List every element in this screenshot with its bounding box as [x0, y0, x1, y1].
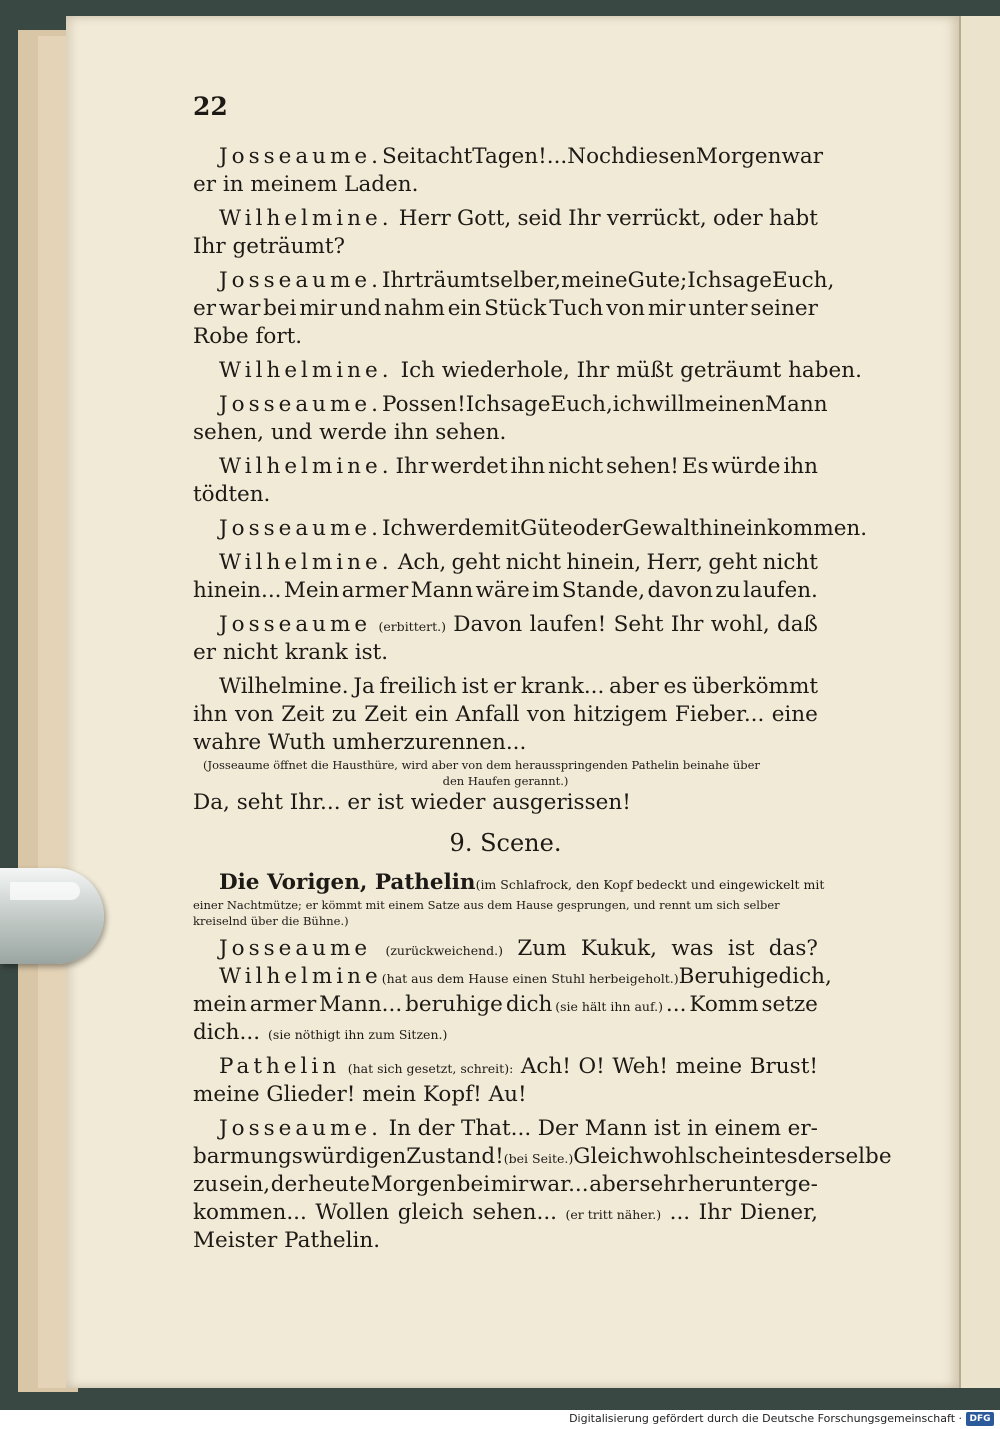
text-line: [193, 143, 823, 171]
word: sehen...: [472, 1200, 558, 1225]
word: Ihr: [381, 268, 415, 293]
word: er: [493, 674, 517, 699]
word: armer: [341, 578, 409, 603]
word: Komm: [689, 992, 759, 1017]
word: Ihr: [698, 1200, 732, 1225]
speaker-name: Josseaume.: [219, 392, 382, 417]
text-line: [193, 1081, 818, 1109]
word: O!: [578, 1054, 605, 1079]
text-line: [193, 1019, 818, 1047]
word: Gleichwohl: [573, 1144, 695, 1169]
word: Ich: [465, 392, 501, 417]
word: ihn: [193, 702, 228, 727]
word: wohl,: [710, 612, 770, 637]
word: Ich wiederhole, Ihr müßt geträumt haben.: [400, 358, 862, 383]
stage-direction: (er tritt näher.): [565, 1207, 662, 1222]
word: Possen!: [381, 392, 466, 417]
word: Brust!: [749, 1054, 818, 1079]
word: verrückt,: [606, 206, 707, 231]
stage-direction: (im Schlafrock, den Kopf bedeckt und eingewickelt mit: [475, 877, 825, 892]
text-line: [193, 391, 828, 419]
word: Mein: [283, 578, 340, 603]
word: dich: [505, 992, 553, 1017]
word: hinein,: [566, 550, 642, 575]
word: oder: [712, 206, 763, 231]
word: von: [234, 702, 274, 727]
word: Meister Pathelin.: [193, 1228, 381, 1253]
word: aber: [609, 674, 659, 699]
word: und: [339, 296, 382, 321]
word: mir: [490, 1172, 529, 1197]
word: ...: [665, 992, 687, 1017]
word: beruhige: [405, 992, 503, 1017]
word: von: [606, 296, 646, 321]
word: zu: [331, 702, 357, 727]
word: Mann: [584, 1116, 648, 1141]
word: habt: [768, 206, 818, 231]
word: eine: [771, 702, 818, 727]
page-number: 22: [193, 92, 228, 121]
page-text: [193, 143, 892, 1255]
speaker-name: Josseaume.: [219, 268, 382, 293]
word: Noch: [567, 144, 625, 169]
word: Ja: [353, 674, 375, 699]
word: kommen.: [766, 516, 868, 541]
text-line: [193, 729, 818, 757]
word: Stück: [484, 296, 547, 321]
stage-direction: (sie hält ihn auf.): [555, 999, 664, 1014]
speaker-name: Wilhelmine.: [219, 206, 393, 231]
word: derselbe: [797, 1144, 892, 1169]
word: ein: [447, 296, 482, 321]
word: war: [781, 144, 823, 169]
stage-direction: kreiselnd über die Bühne.): [193, 914, 349, 928]
speaker-name: Wilhelmine.: [219, 358, 393, 383]
word: seid: [517, 206, 562, 231]
word: Ihr: [670, 612, 704, 637]
word: unter: [688, 296, 748, 321]
word: dich...: [193, 1020, 261, 1045]
word: diesen: [624, 144, 696, 169]
word: ist: [727, 936, 755, 961]
text-line: [193, 549, 818, 577]
stage-direction: (hat aus dem Hause einen Stuhl herbeigeholt.): [381, 971, 679, 986]
word: ist: [653, 1116, 681, 1141]
word: werdet: [431, 454, 508, 479]
word: Zeit: [364, 702, 408, 727]
word: Gewalt: [622, 516, 699, 541]
word: aber: [589, 1172, 639, 1197]
word: ich: [612, 392, 646, 417]
word: ihn: [510, 454, 546, 479]
word: mit: [484, 516, 521, 541]
word: setze: [761, 992, 818, 1017]
word: nicht: [505, 550, 562, 575]
text-line: [193, 789, 818, 817]
word: Ich: [687, 268, 722, 293]
word: Tagen!...: [472, 144, 568, 169]
word: meinen: [684, 392, 766, 417]
speaker-name: Wilhelmine.: [219, 550, 393, 575]
text-line: [193, 991, 818, 1019]
word: Es: [681, 454, 709, 479]
stage-direction: (erbittert.): [378, 619, 446, 634]
word: er nicht krank ist.: [193, 640, 389, 665]
word: Zeit: [281, 702, 325, 727]
stage-direction: (sie nöthigt ihn zum Sitzen.): [268, 1027, 448, 1042]
word: er in meinem Laden.: [193, 172, 419, 197]
word: oder: [572, 516, 623, 541]
word: Mann: [410, 578, 474, 603]
word: Tuch: [549, 296, 604, 321]
word: er: [193, 296, 217, 321]
word: überkömmt: [691, 674, 818, 699]
word: im: [532, 578, 560, 603]
text-line: [193, 205, 818, 233]
footer-bar: [0, 1410, 1000, 1429]
next-page-edge: [959, 16, 1000, 1388]
word: Gott,: [457, 206, 512, 231]
word: Kukuk,: [580, 936, 658, 961]
word: von: [526, 702, 566, 727]
word: armer: [249, 992, 317, 1017]
text-line: [193, 701, 818, 729]
word: hinein: [698, 516, 767, 541]
word: wahre Wuth umherzurennen...: [193, 730, 527, 755]
word: ihn: [783, 454, 818, 479]
word: Da, seht Ihr... er ist wieder ausgerissen!: [193, 790, 631, 815]
word: sehen, und werde ihn sehen.: [193, 420, 507, 445]
word: meine: [675, 1054, 743, 1079]
text-line: [193, 515, 868, 543]
word: davon: [647, 578, 714, 603]
word: das?: [768, 936, 818, 961]
word: geht: [451, 550, 501, 575]
word: Diener,: [739, 1200, 818, 1225]
text-line: [193, 935, 818, 963]
text-line: [193, 267, 835, 295]
word: ...: [669, 1200, 691, 1225]
word: Herr,: [646, 550, 704, 575]
word: einem: [714, 1116, 781, 1141]
word: dich,: [778, 964, 832, 989]
word: sein,: [218, 1172, 271, 1197]
word: zu: [715, 578, 741, 603]
word: es: [773, 1144, 798, 1169]
word: gleich: [397, 1200, 464, 1225]
word: Seht: [613, 612, 664, 637]
word: werde: [416, 516, 485, 541]
word: Wollen: [315, 1200, 390, 1225]
text-line: [193, 1143, 892, 1171]
speaker-name: Pathelin: [219, 1054, 341, 1079]
word: Wilhelmine.: [219, 674, 349, 699]
text-line: [193, 1171, 818, 1199]
text-line: [193, 673, 818, 701]
word: Ihr: [568, 206, 601, 231]
word: krank...: [520, 674, 605, 699]
word: träumt: [414, 268, 490, 293]
word: meine Glieder! mein Kopf! Au!: [193, 1082, 527, 1107]
speaker-name: Wilhelmine.: [219, 454, 393, 479]
word: Mann...: [319, 992, 403, 1017]
word: Zum: [517, 936, 567, 961]
word: scheint: [694, 1144, 774, 1169]
word: mir: [647, 296, 686, 321]
word: Anfall: [455, 702, 520, 727]
text-line: [193, 639, 818, 667]
word: laufen.: [742, 578, 818, 603]
word: In: [388, 1116, 411, 1141]
word: laufen!: [529, 612, 607, 637]
word: selber,: [489, 268, 562, 293]
clip-highlight: [10, 882, 80, 900]
word: Zustand!: [406, 1144, 504, 1169]
word: zu: [193, 1172, 219, 1197]
word: Morgen: [695, 144, 782, 169]
word: was: [671, 936, 714, 961]
word: That...: [461, 1116, 532, 1141]
text-line: [193, 1115, 818, 1143]
word: in: [687, 1116, 708, 1141]
word: herunterge-: [687, 1172, 818, 1197]
word: geht: [708, 550, 758, 575]
text-line: [193, 357, 862, 385]
dfg-logo: DFG: [966, 1412, 994, 1426]
word: sage: [721, 268, 773, 293]
word: Ach,: [397, 550, 447, 575]
text-line: [193, 453, 818, 481]
text-line: [193, 295, 818, 323]
text-line: [193, 481, 818, 509]
word: ist: [461, 674, 489, 699]
speaker-name: Josseaume: [219, 612, 372, 637]
text-line: [193, 1199, 818, 1227]
stage-direction: (Josseaume öffnet die Hausthüre, wird aber von dem herausspringenden Pathelin beinahe über: [203, 758, 760, 772]
word: Ich: [381, 516, 417, 541]
speaker-name: Wilhelmine: [219, 964, 382, 989]
word: mein: [193, 992, 247, 1017]
word: bei: [456, 1172, 491, 1197]
word: tödten.: [193, 482, 271, 507]
word: daß: [776, 612, 818, 637]
text-line: [193, 171, 818, 199]
word: Ach!: [520, 1054, 571, 1079]
word: Robe fort.: [193, 324, 303, 349]
text-line: [193, 963, 832, 991]
word: Ihr: [395, 454, 429, 479]
word: kommen...: [193, 1200, 307, 1225]
word: Stande,: [561, 578, 646, 603]
word: war...: [528, 1172, 589, 1197]
word: Davon: [453, 612, 523, 637]
text-line: [193, 577, 818, 605]
word: nicht: [762, 550, 818, 575]
text-line: [193, 611, 818, 639]
word: hinein...: [193, 578, 282, 603]
speaker-name: Josseaume: [219, 936, 372, 961]
word: der: [417, 1116, 455, 1141]
text-line: [193, 323, 818, 351]
word: freilich: [379, 674, 458, 699]
word: barmungswürdigen: [193, 1144, 407, 1169]
word: nicht: [547, 454, 604, 479]
word: er-: [787, 1116, 818, 1141]
word: sehr: [639, 1172, 688, 1197]
scene-heading: 9. Scene.: [449, 829, 562, 857]
word: Güte: [520, 516, 573, 541]
text-line: [193, 419, 818, 447]
word: Morgen: [370, 1172, 457, 1197]
word: war: [218, 296, 261, 321]
stage-direction: (hat sich gesetzt, schreit):: [347, 1061, 514, 1076]
word: Mann: [765, 392, 828, 417]
word: Beruhige: [678, 964, 779, 989]
stage-direction: (bei Seite.): [503, 1151, 574, 1166]
speaker-name: Josseaume.: [219, 1116, 382, 1141]
word: Der: [537, 1116, 579, 1141]
speaker-name: Josseaume.: [219, 516, 382, 541]
word: Euch,: [550, 392, 613, 417]
word: wäre: [475, 578, 530, 603]
word: acht: [424, 144, 473, 169]
page-clip: [0, 868, 104, 964]
word: nahm: [384, 296, 445, 321]
word: seiner: [750, 296, 818, 321]
word: sehen!: [606, 454, 679, 479]
word: Seit: [381, 144, 425, 169]
word: Die Vorigen, Pathelin: [219, 870, 476, 895]
word: Gute;: [627, 268, 688, 293]
word: Weh!: [612, 1054, 668, 1079]
speaker-name: Josseaume.: [219, 144, 382, 169]
word: will: [645, 392, 685, 417]
word: Euch,: [772, 268, 835, 293]
word: Herr: [398, 206, 451, 231]
word: es: [663, 674, 688, 699]
text-line: [193, 869, 825, 897]
stage-direction: einer Nachtmütze; er kömmt mit einem Satze aus dem Hause gesprungen, und rennt um sich selber: [193, 898, 780, 912]
text-line: [193, 1227, 818, 1255]
word: ein: [414, 702, 449, 727]
word: meine: [561, 268, 628, 293]
word: sage: [500, 392, 551, 417]
word: heute: [308, 1172, 370, 1197]
word: würde: [711, 454, 781, 479]
word: Fieber...: [674, 702, 765, 727]
word: der: [270, 1172, 308, 1197]
word: Ihr geträumt?: [193, 234, 346, 259]
stage-direction: den Haufen gerannt.): [442, 774, 569, 788]
text-line: [193, 1053, 818, 1081]
footer-credit: Digitalisierung gefördert durch die Deutsche Forschungsgemeinschaft ·: [569, 1412, 962, 1425]
text-line: [193, 233, 818, 261]
word: bei: [263, 296, 297, 321]
word: mir: [299, 296, 337, 321]
word: hitzigem: [573, 702, 668, 727]
stage-direction: (zurückweichend.): [385, 943, 504, 958]
